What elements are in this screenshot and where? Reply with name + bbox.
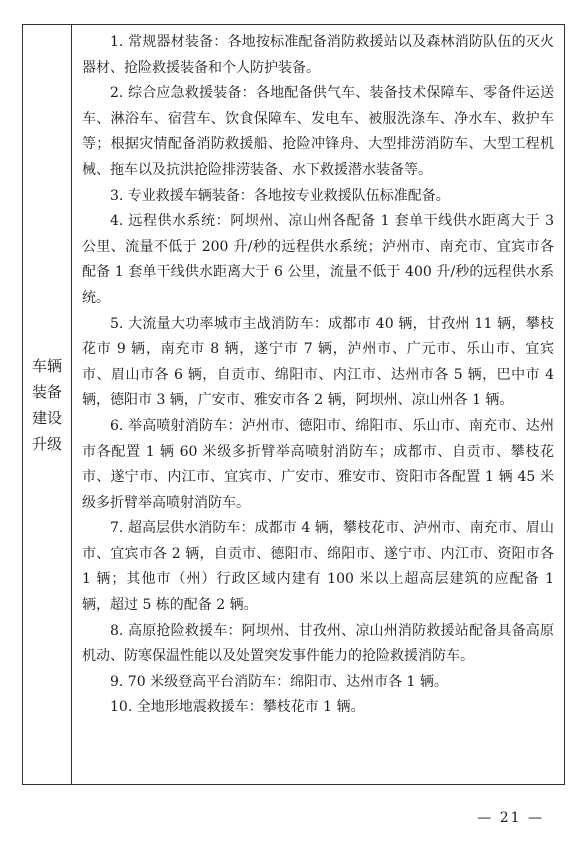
list-item: 3. 专业救援车辆装备：各地按专业救援队伍标准配备。	[110, 187, 450, 204]
category-label-line: 装备	[32, 382, 63, 401]
category-label-line: 车辆	[32, 356, 63, 375]
list-item: 5. 大流量大功率城市主战消防车：成都市 40 辆，甘孜州 11 辆，攀枝花市 9 辆，南充市 8 辆，遂宁市 7 辆，泸州市、广元市、乐山市、宜宾市、眉山市各 6 辆，自贡市、绵阳市、内江市、达州市各 5 辆，巴中市 4 辆，德阳市 3 辆，广安市、雅安市各 2 辆，阿坝州、凉山州各 1 辆。	[82, 315, 554, 409]
list-item: 4. 远程供水系统：阿坝州、凉山州各配备 1 套单干线供水距离大于 3 公里、流量不低于 200 升/秒的远程供水系统；泸州市、南充市、宜宾市各配备 1 套单干线供水距离大于 6 公里，流量不低于 400 升/秒的远程供水系统。	[82, 213, 554, 306]
content-cell	[72, 25, 564, 784]
list-item: 1. 常规器材装备：各地按标准配备消防救援站以及森林消防队伍的灭火器材、抢险救援装备和个人防护装备。	[82, 34, 554, 76]
list-item: 2. 综合应急救援装备：各地配备供气车、装备技术保障车、零备件运送车、淋浴车、宿营车、饮食保障车、发电车、被服洗涤车、净水车、救护车等；根据灾情配备消防救援船、抢险冲锋舟、大型排涝消防车、大型工程机械、拖车以及抗洪抢险排涝装备、水下救援潜水装备等。	[82, 85, 554, 178]
category-label	[32, 353, 62, 457]
list-item: 7. 超高层供水消防车：成都市 4 辆，攀枝花市、泸州市、南充市、眉山市、宜宾市各 2 辆，自贡市、德阳市、绵阳市、遂宁市、内江市、资阳市各 1 辆；其他市（州）行政区域内建有 100 米以上超高层建筑的应配备 1 辆，超过 5 栋的配备 2 辆。	[82, 520, 554, 614]
list-item: 10. 全地形地震救援车：攀枝花市 1 辆。	[110, 699, 365, 716]
page-number: — 21 —	[477, 810, 544, 826]
list-item: 8. 高原抢险救援车：阿坝州、甘孜州、凉山州消防救援站配备具备高原机动、防寒保温性能以及处置突发事件能力的抢险救援消防车。	[82, 622, 554, 665]
category-cell	[23, 25, 72, 784]
category-label-line: 建设	[32, 408, 63, 427]
list-item: 9. 70 米级登高平台消防车：绵阳市、达州市各 1 辆。	[110, 673, 448, 690]
category-label-line: 升级	[32, 434, 63, 453]
list-item: 6. 举高喷射消防车：泸州市、德阳市、绵阳市、乐山市、南充市、达州市各配置 1 辆 60 米级多折臂举高喷射消防车；成都市、自贡市、攀枝花市、遂宁市、内江市、宜宾市、广安市、雅安市、资阳市各配置 1 辆 45 米级多折臂举高喷射消防车。	[82, 417, 554, 511]
equipment-table	[22, 24, 565, 785]
